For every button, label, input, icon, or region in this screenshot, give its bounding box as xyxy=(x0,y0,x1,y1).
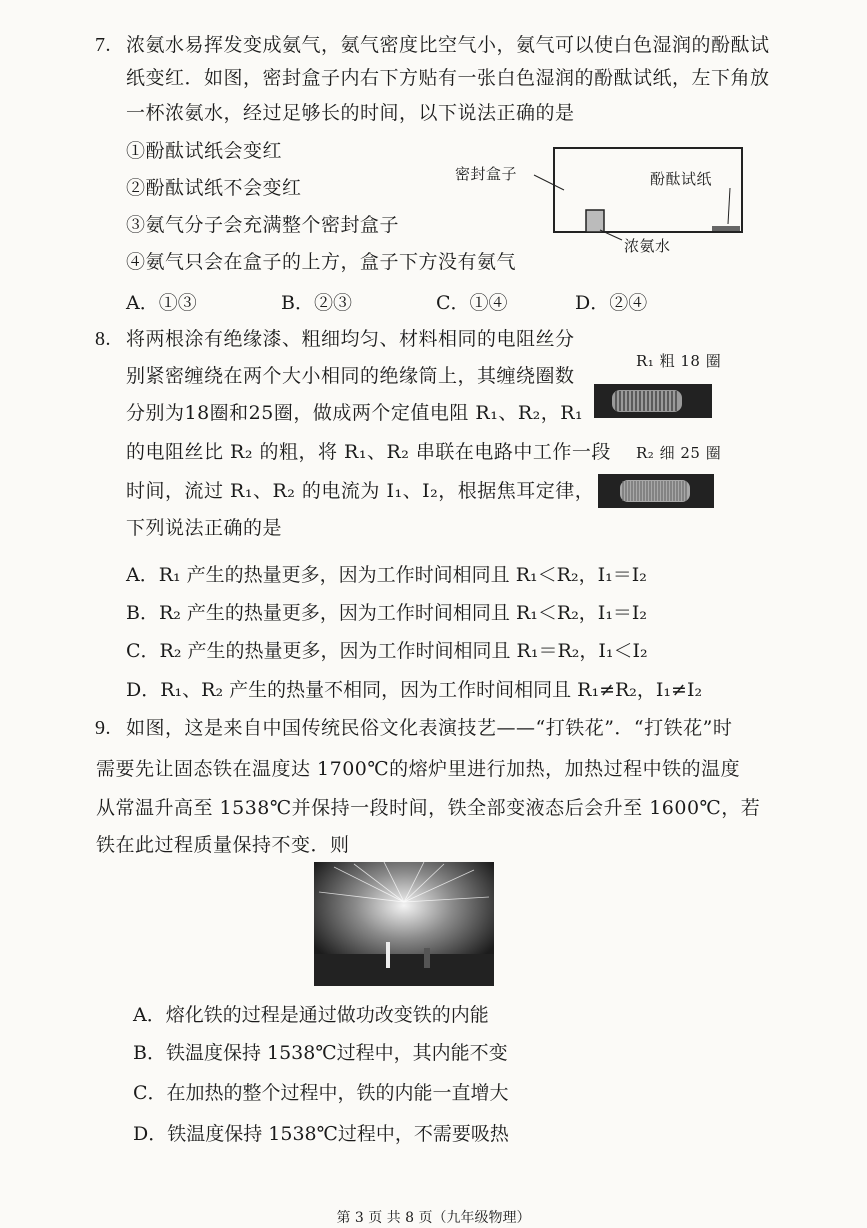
q8-line-5: 时间，流过 R₁、R₂ 的电流为 I₁、I₂，根据焦耳定律， xyxy=(126,480,595,502)
q7-water-label: 浓氨水 xyxy=(624,237,671,255)
q7-box-label: 密封盒子 xyxy=(455,165,518,183)
q8-line-4: 的电阻丝比 R₂ 的粗，将 R₁、R₂ 串联在电路中工作一段 xyxy=(126,441,611,463)
q9-line-3: 从常温升高至 1538℃并保持一段时间，铁全部变液态后会升至 1600℃，若 xyxy=(96,797,761,819)
q7-sealed-box-figure xyxy=(450,140,750,260)
ammonia-beaker xyxy=(586,210,604,232)
q9-option-d: D．铁温度保持 1538℃过程中，不需要吸热 xyxy=(133,1123,509,1145)
q9-option-a: A．熔化铁的过程是通过做功改变铁的内能 xyxy=(133,1004,489,1026)
q8-option-a: A．R₁ 产生的热量更多，因为工作时间相同且 R₁＜R₂，I₁＝I₂ xyxy=(126,564,647,586)
q8-r2-label: R₂ 细 25 圈 xyxy=(636,444,722,462)
q7-statement-2: ②酚酞试纸不会变红 xyxy=(126,177,302,199)
phenolphthalein-paper xyxy=(712,226,740,231)
q8-number: 8. xyxy=(95,328,111,350)
q8-option-c: C．R₂ 产生的热量更多，因为工作时间相同且 R₁＝R₂，I₁＜I₂ xyxy=(126,640,648,662)
q7-number: 7. xyxy=(95,34,111,56)
sealed-box xyxy=(554,148,742,232)
q8-line-2: 别紧密缠绕在两个大小相同的绝缘筒上，其缠绕圈数 xyxy=(126,365,575,387)
q7-option-a: A．①③ xyxy=(126,292,197,314)
q7-line-1: 浓氨水易挥发变成氨气，氨气密度比空气小，氨气可以使白色湿润的酚酞试 xyxy=(126,34,770,56)
q7-paper-label: 酚酞试纸 xyxy=(650,170,713,188)
q7-statement-3: ③氨气分子会充满整个密封盒子 xyxy=(126,214,400,236)
box-label-leader xyxy=(534,175,564,190)
q8-line-3: 分别为18圈和25圈，做成两个定值电阻 R₁、R₂，R₁ xyxy=(126,402,584,424)
q9-number: 9. xyxy=(95,717,111,739)
r1-resistor-thick-18-turns xyxy=(594,384,712,418)
paper-label-leader xyxy=(728,188,730,224)
q7-option-c: C．①④ xyxy=(436,292,508,314)
q9-option-b: B．铁温度保持 1538℃过程中，其内能不变 xyxy=(133,1042,508,1064)
q8-line-6: 下列说法正确的是 xyxy=(126,517,283,539)
q9-option-c: C．在加热的整个过程中，铁的内能一直增大 xyxy=(133,1082,509,1104)
q7-statement-1: ①酚酞试纸会变红 xyxy=(126,140,283,162)
q7-statement-4: ④氨气只会在盒子的上方，盒子下方没有氨气 xyxy=(126,251,517,273)
q8-option-b: B．R₂ 产生的热量更多，因为工作时间相同且 R₁＜R₂，I₁＝I₂ xyxy=(126,602,648,624)
q8-option-d: D．R₁、R₂ 产生的热量不相同，因为工作时间相同且 R₁≠R₂，I₁≠I₂ xyxy=(126,679,703,701)
q8-r1-label: R₁ 粗 18 圈 xyxy=(636,352,722,370)
page-footer: 第 3 页 共 8 页（九年级物理） xyxy=(336,1210,531,1226)
q9-line-1: 如图，这是来自中国传统民俗文化表演技艺——“打铁花”．“打铁花”时 xyxy=(126,717,733,739)
q7-line-3: 一杯浓氨水，经过足够长的时间，以下说法正确的是 xyxy=(126,102,575,124)
iron-flower-photo xyxy=(314,862,494,986)
q9-line-2: 需要先让固态铁在温度达 1700℃的熔炉里进行加热，加热过程中铁的温度 xyxy=(96,758,741,780)
q8-line-1: 将两根涂有绝缘漆、粗细均匀、材料相同的电阻丝分 xyxy=(126,328,575,350)
q7-line-2: 纸变红．如图，密封盒子内右下方贴有一张白色湿润的酚酞试纸，左下角放 xyxy=(126,67,770,89)
r2-resistor-thin-25-turns xyxy=(598,474,714,508)
q9-line-4: 铁在此过程质量保持不变．则 xyxy=(96,834,350,856)
q7-option-d: D．②④ xyxy=(575,292,648,314)
q7-option-b: B．②③ xyxy=(281,292,352,314)
